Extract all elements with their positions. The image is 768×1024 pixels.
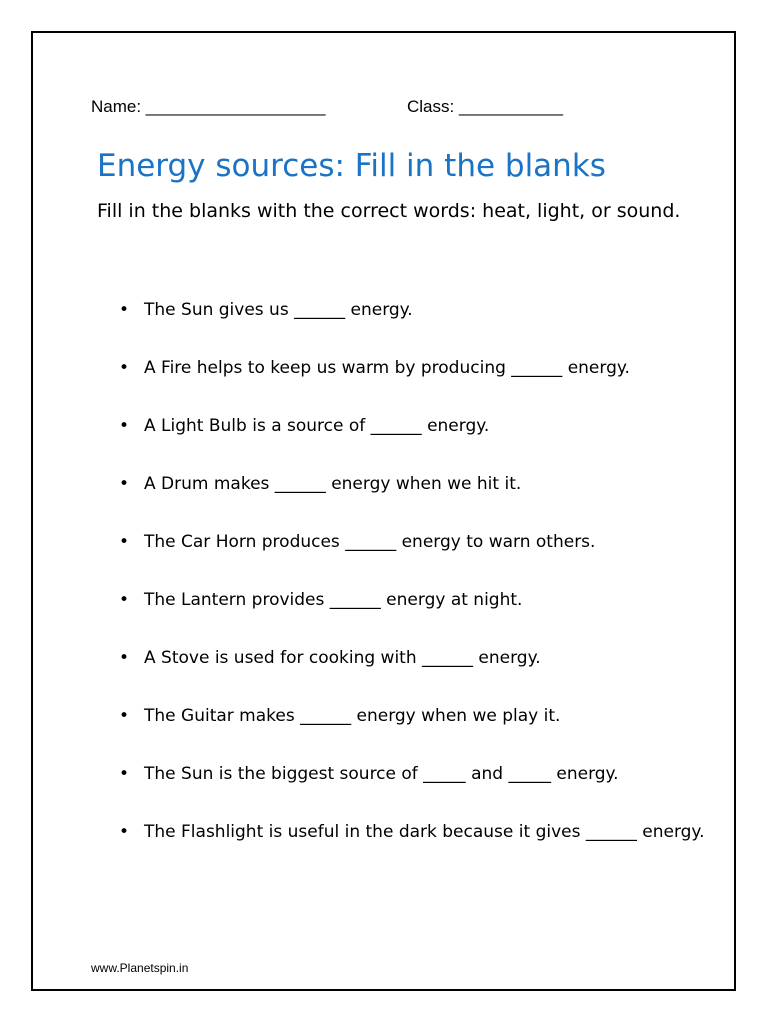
- question-text: A Drum makes ______ energy when we hit it.: [144, 474, 522, 494]
- bullet-icon: •: [119, 764, 130, 784]
- question-text: A Fire helps to keep us warm by producing ______ energy.: [144, 358, 630, 378]
- question-item: [113, 643, 713, 673]
- question-item: [113, 353, 713, 383]
- question-item: [113, 585, 713, 615]
- website-footer: www.Planetspin.in: [91, 961, 189, 975]
- bullet-icon: •: [119, 532, 130, 552]
- question-item: [113, 759, 713, 789]
- question-item: [113, 527, 713, 557]
- question-item: [113, 701, 713, 731]
- bullet-icon: •: [119, 416, 130, 436]
- bullet-icon: •: [119, 300, 130, 320]
- question-text: The Flashlight is useful in the dark because it gives ______ energy.: [144, 822, 705, 842]
- bullet-icon: •: [119, 590, 130, 610]
- question-text: A Light Bulb is a source of ______ energy.: [144, 416, 490, 436]
- question-text: The Car Horn produces ______ energy to warn others.: [144, 532, 596, 552]
- bullet-icon: •: [119, 474, 130, 494]
- question-text: The Sun gives us ______ energy.: [144, 300, 413, 320]
- question-list: [113, 295, 713, 847]
- bullet-icon: •: [119, 822, 130, 842]
- bullet-icon: •: [119, 706, 130, 726]
- bullet-icon: •: [119, 648, 130, 668]
- question-item: [113, 817, 713, 847]
- instructions-text: Fill in the blanks with the correct words: heat, light, or sound.: [97, 200, 681, 222]
- question-item: [113, 411, 713, 441]
- question-text: The Sun is the biggest source of _____ and _____ energy.: [144, 764, 619, 784]
- bullet-icon: •: [119, 358, 130, 378]
- question-item: [113, 469, 713, 499]
- worksheet-title: Energy sources: Fill in the blanks: [97, 148, 606, 184]
- question-text: A Stove is used for cooking with ______ energy.: [144, 648, 541, 668]
- name-field-line: Name: ___________________: [91, 97, 326, 116]
- question-text: The Lantern provides ______ energy at night.: [144, 590, 523, 610]
- question-item: [113, 295, 713, 325]
- question-text: The Guitar makes ______ energy when we play it.: [144, 706, 561, 726]
- worksheet-page: [31, 31, 736, 991]
- class-field-line: Class: ___________: [407, 97, 563, 116]
